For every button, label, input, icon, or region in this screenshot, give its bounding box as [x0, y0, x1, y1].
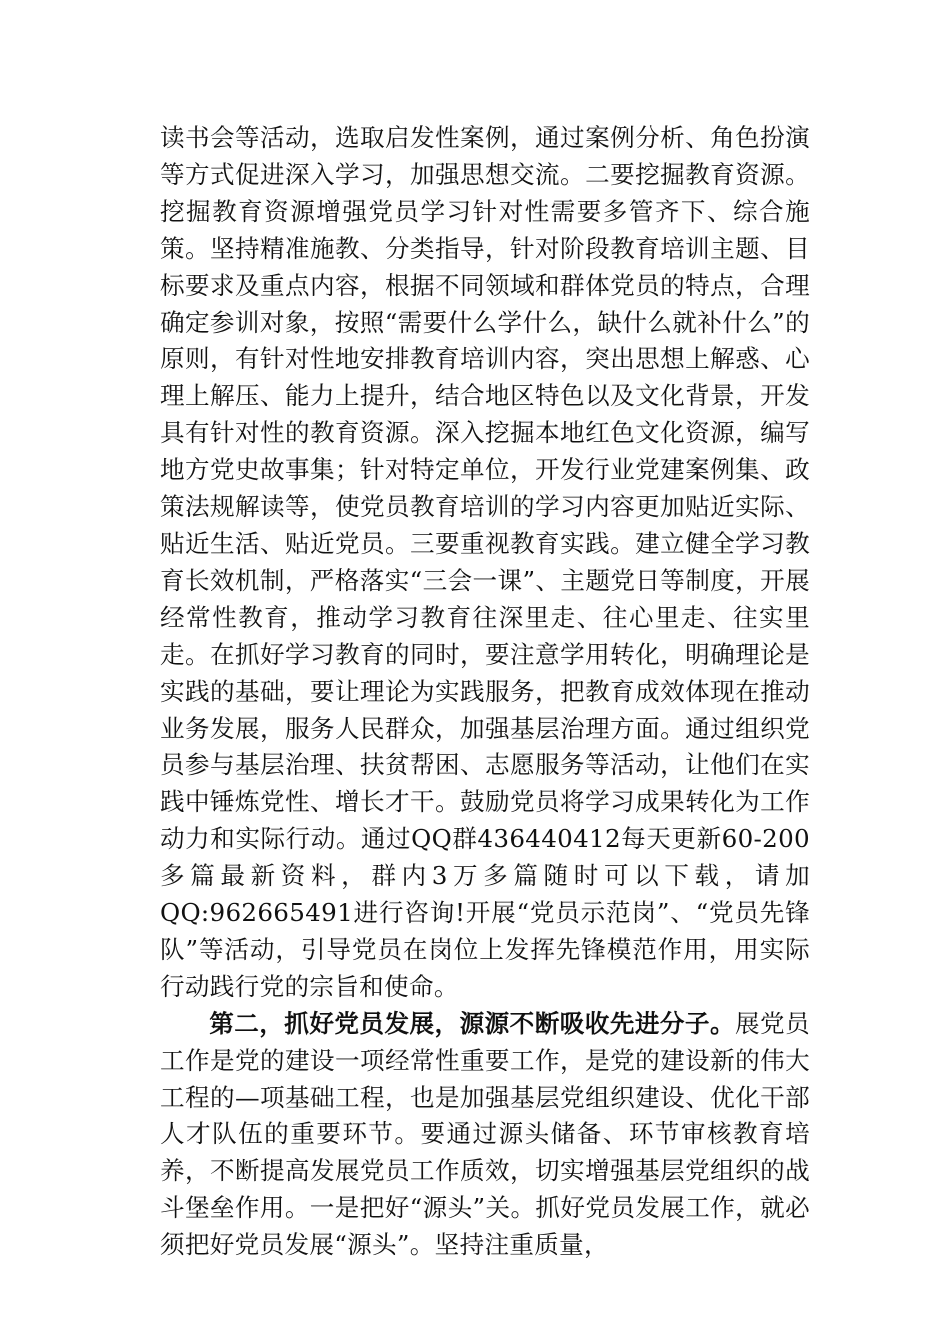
paragraph-1: 读书会等活动，选取启发性案例，通过案例分析、角色扮演等方式促进深入学习，加强思想交流。二要挖掘教育资源。挖掘教育资源增强党员学习针对性需要多管齐下、综合施策。坚持精准施教、分类指导，针对阶段教育培训主题、目标要求及重点内容，根据不同领域和群体党员的特点，合理确定参训对象，按照“需要什么学什么，缺什么就补什么”的原则，有针对性地安排教育培训内容，突出思想上解惑、心理上解压、能力上提升，结合地区特色以及文化背景，开发具有针对性的教育资源。深入挖掘本地红色文化资源，编写地方党史故事集；针对特定单位，开发行业党建案例集、政策法规解读等，使党员教育培训的学习内容更加贴近实际、贴近生活、贴近党员。三要重视教育实践。建立健全学习教育长效机制，严格落实“三会一课”、主题党日等制度，开展经常性教育，推动学习教育往深里走、往心里走、往实里走。在抓好学习教育的同时，要注意学用转化，明确理论是实践的基础，要让理论为实践服务，把教育成效体现在推动业务发展，服务人民群众，加强基层治理方面。通过组织党员参与基层治理、扶贫帮困、志愿服务等活动，让他们在实践中锤炼党性、增长才干。鼓励党员将学习成果转化为工作动力和实际行动。通过QQ群436440412每天更新60-200多篇最新资料，群内3万多篇随时可以下载，请加QQ:962665491进行咨询!开展“党员示范岗”、“党员先锋队”等活动，引导党员在岗位上发挥先锋模范作用，用实际行动践行党的宗旨和使命。 — [160, 123, 810, 1001]
document-body — [160, 120, 810, 1264]
paragraph-2 — [160, 1006, 810, 1264]
paragraph-2-lead: 第二，抓好党员发展，源源不断吸收先进分子。 — [209, 1008, 736, 1038]
paragraph-2-body: 展党员工作是党的建设一项经常性重要工作，是党的建设新的伟大工程的—项基础工程，也是加强基层党组织建设、优化干部人才队伍的重要环节。要通过源头储备、环节审核教育培养，不断提高发展党员工作质效，切实增强基层党组织的战斗堡垒作用。一是把好“源头”关。抓好党员发展工作，就必须把好党员发展“源头”。坚持注重质量， — [160, 1008, 810, 1260]
